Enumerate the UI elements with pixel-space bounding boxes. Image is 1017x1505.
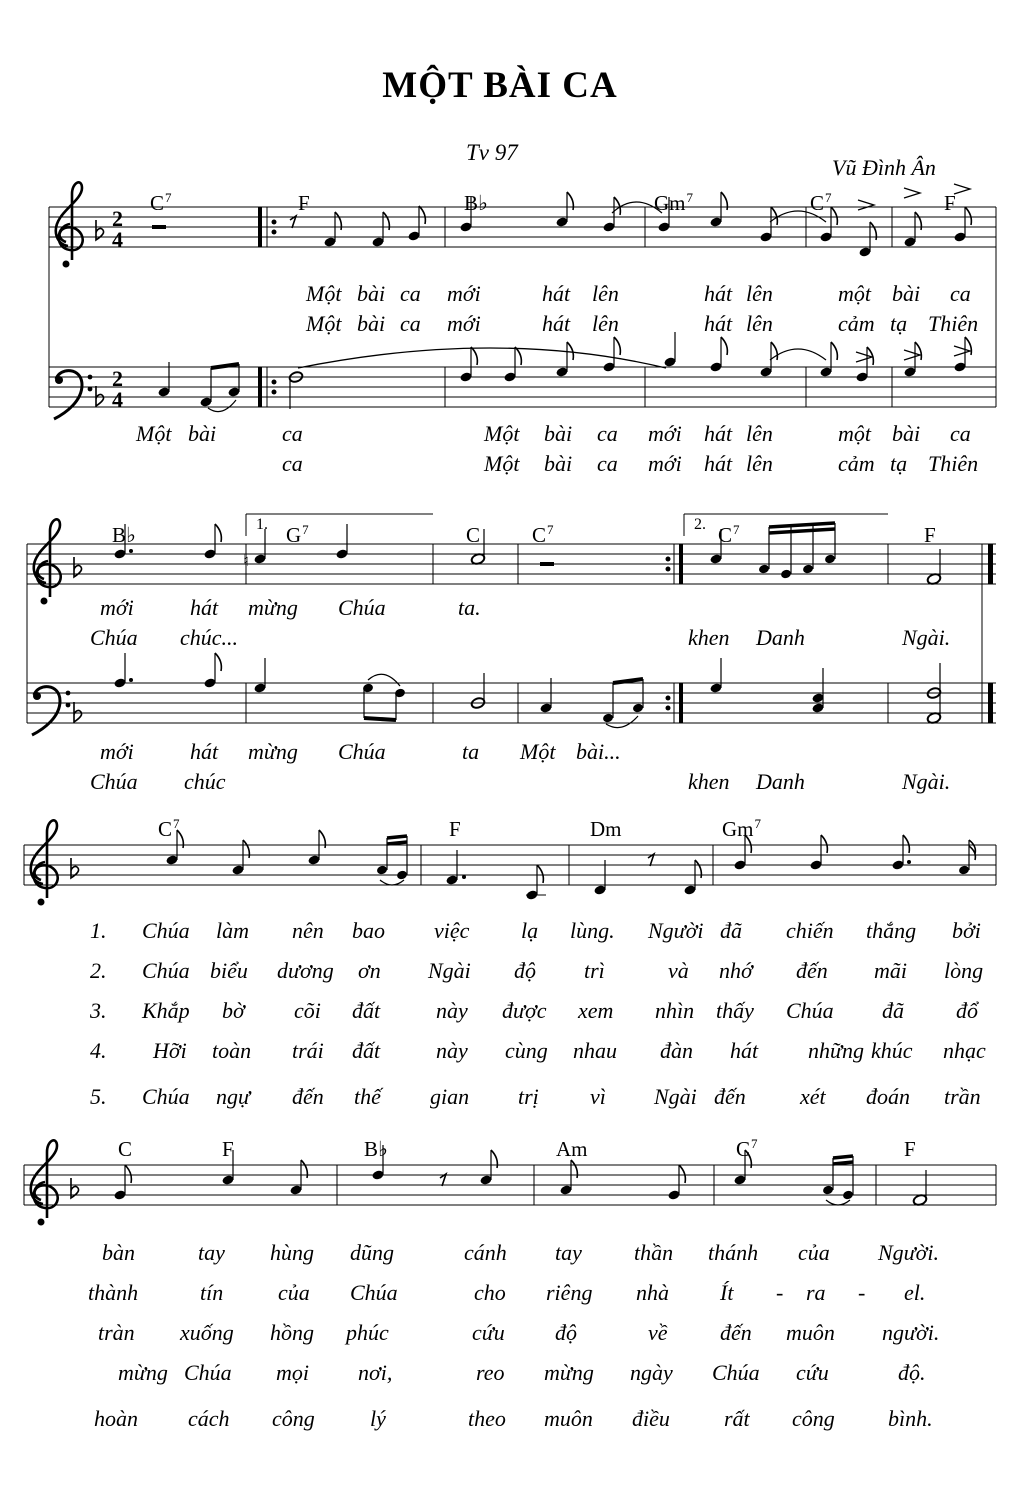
chord-symbol: F — [449, 817, 461, 841]
lyric-syllable: mừng — [248, 595, 298, 620]
lyric-syllable: lên — [592, 311, 619, 336]
lyric-syllable: cánh — [464, 1240, 507, 1265]
psalm-reference: Tv 97 — [466, 140, 518, 165]
lyric-syllable: đàn — [660, 1038, 693, 1063]
lyric-syllable: lên — [746, 311, 773, 336]
lyric-syllable: Chúa — [338, 595, 386, 620]
lyric-syllable: cách — [188, 1406, 230, 1431]
lyric-syllable: cảm — [838, 311, 875, 336]
lyric-syllable: đến — [292, 1084, 324, 1109]
lyric-syllable: bài — [892, 281, 921, 306]
lyric-syllable: độ — [555, 1320, 577, 1345]
lyric-syllable: lý — [370, 1406, 386, 1431]
chord-symbol: C — [118, 1137, 133, 1161]
system-2-treble-staff — [27, 514, 996, 723]
lyric-syllable: rất — [724, 1406, 750, 1431]
lyric-syllable: nhau — [573, 1038, 617, 1063]
lyric-syllable: công — [792, 1406, 835, 1431]
lyric-syllable: về — [648, 1320, 668, 1345]
lyric-syllable: việc — [434, 918, 470, 943]
lyric-syllable: xuống — [180, 1320, 234, 1345]
svg-text:2: 2 — [112, 366, 123, 391]
lyric-syllable: toàn — [212, 1038, 252, 1063]
lyric-syllable: đất — [352, 1038, 381, 1063]
lyric-syllable: lên — [592, 281, 619, 306]
chord-symbol: $C^7$ — [718, 522, 740, 547]
lyric-syllable: Ngài. — [902, 625, 951, 650]
verse-number: 2. — [90, 958, 107, 983]
lyric-syllable: xem — [578, 998, 614, 1023]
lyric-syllable: ca — [597, 451, 618, 476]
lyric-syllable: Chúa — [712, 1360, 760, 1385]
lyric-syllable: đến — [720, 1320, 752, 1345]
lyric-syllable: ca — [950, 421, 971, 446]
lyric-syllable: mới — [648, 421, 682, 446]
lyric-syllable: mừng — [544, 1360, 594, 1385]
lyric-syllable: và — [668, 958, 689, 983]
lyric-syllable: theo — [468, 1406, 506, 1431]
lyric-syllable: Một — [484, 421, 520, 446]
lyric-syllable: tạ — [890, 451, 908, 476]
verse-number: 5. — [90, 1084, 107, 1109]
lyric-syllable: lên — [746, 451, 773, 476]
lyric-syllable: ca — [950, 281, 971, 306]
lyric-syllable: ca — [597, 421, 618, 446]
lyric-syllable: mới — [447, 281, 481, 306]
lyric-syllable: Danh — [756, 625, 805, 650]
verse-number: 1. — [90, 918, 107, 943]
lyric-syllable: bài — [357, 311, 386, 336]
lyric-syllable: làm — [216, 918, 249, 943]
lyric-syllable: khúc — [871, 1038, 913, 1063]
lyric-syllable: cho — [474, 1280, 506, 1305]
lyric-syllable: bài — [892, 421, 921, 446]
lyric-syllable: Thiên — [928, 451, 979, 476]
lyric-syllable: mừng — [248, 739, 298, 764]
lyric-syllable: ngày — [630, 1360, 673, 1385]
lyric-syllable: el. — [904, 1280, 926, 1305]
chord-symbol: $C^7$ — [810, 190, 832, 215]
lyric-syllable: nhà — [636, 1280, 669, 1305]
lyric-syllable: hồng — [270, 1320, 314, 1345]
lyric-syllable: đến — [714, 1084, 746, 1109]
system-4-treble-staff — [24, 1140, 996, 1225]
lyric-syllable: bài — [544, 451, 573, 476]
verse-number: 3. — [90, 998, 107, 1023]
lyric-syllable: ta. — [458, 595, 481, 620]
lyric-syllable: những — [808, 1038, 864, 1063]
chord-symbol: C — [466, 523, 481, 547]
composer-name: Vũ Đình Ân — [832, 155, 936, 180]
lyric-syllable: Một — [136, 421, 172, 446]
chord-symbol: $C^7$ — [736, 1136, 758, 1161]
lyric-syllable: Chúa — [350, 1280, 398, 1305]
lyric-syllable: thắng — [866, 918, 917, 943]
lyric-syllable: gian — [430, 1084, 470, 1109]
lyric-syllable: cùng — [505, 1038, 548, 1063]
lyric-syllable: độ — [514, 958, 536, 983]
lyric-syllable: mới — [100, 595, 134, 620]
lyric-syllable: chúc... — [180, 625, 239, 650]
lyric-syllable: đổ — [956, 998, 978, 1023]
lyric-syllable: hát — [704, 311, 733, 336]
lyric-syllable: Chúa — [142, 1084, 190, 1109]
lyric-syllable: người. — [882, 1320, 940, 1345]
song-title: MỘT BÀI CA — [382, 65, 618, 106]
lyric-syllable: cứu — [472, 1320, 505, 1345]
lyric-syllable: ca — [282, 421, 303, 446]
lyric-syllable: Chúa — [90, 769, 138, 794]
lyric-syllable: Một — [520, 739, 556, 764]
lyric-syllable: Người. — [878, 1240, 940, 1265]
lyric-syllable: phúc — [346, 1320, 389, 1345]
lyric-syllable: hát — [704, 421, 733, 446]
chord-symbol: F — [944, 191, 956, 215]
lyric-syllable: Người — [648, 918, 704, 943]
lyric-syllable: nên — [292, 918, 324, 943]
chord-symbol: Gm$^7$ — [722, 816, 761, 841]
lyric-syllable: Ít — [720, 1280, 734, 1305]
lyric-syllable: bàn — [102, 1240, 135, 1265]
chord-symbol: B♭ — [112, 523, 136, 547]
lyric-syllable: Khắp — [142, 998, 190, 1023]
lyric-syllable: tay — [555, 1240, 582, 1265]
chord-symbol: F — [298, 191, 310, 215]
lyric-syllable: mới — [648, 451, 682, 476]
lyric-syllable: được — [502, 998, 547, 1023]
lyric-syllable: của — [278, 1280, 310, 1305]
lyric-syllable: đến — [796, 958, 828, 983]
lyric-syllable: Thiên — [928, 311, 979, 336]
lyric-syllable: hát — [542, 311, 571, 336]
lyric-syllable: ra — [806, 1280, 826, 1305]
lyric-syllable: - — [858, 1280, 866, 1305]
chord-symbol: $C^7$ — [158, 816, 180, 841]
lyric-syllable: bởi — [952, 918, 981, 943]
lyric-syllable: ca — [400, 311, 421, 336]
lyric-syllable: công — [272, 1406, 315, 1431]
chord-symbol: Am — [556, 1137, 588, 1161]
lyric-syllable: Một — [484, 451, 520, 476]
lyric-syllable: trái — [292, 1038, 324, 1063]
svg-text:4: 4 — [112, 227, 123, 252]
lyric-syllable: bình. — [888, 1406, 933, 1431]
lyric-syllable: mới — [100, 739, 134, 764]
lyric-syllable: bài — [544, 421, 573, 446]
lyric-syllable: Chúa — [90, 625, 138, 650]
lyric-syllable: này — [436, 998, 468, 1023]
lyric-syllable: chúc — [184, 769, 226, 794]
lyric-syllable: Chúa — [142, 918, 190, 943]
lyric-syllable: mọi — [276, 1360, 309, 1385]
chord-symbol: $G^7$ — [286, 522, 309, 547]
lyric-syllable: trị — [518, 1084, 539, 1109]
chord-symbol: F — [904, 1137, 916, 1161]
chord-symbol: Gm$^7$ — [654, 190, 693, 215]
volta-ending-2: 2. — [694, 516, 706, 533]
lyric-syllable: Chúa — [338, 739, 386, 764]
lyric-syllable: hát — [542, 281, 571, 306]
lyric-syllable: lạ — [521, 918, 539, 943]
lyric-syllable: hát — [190, 739, 219, 764]
lyric-syllable: hoàn — [94, 1406, 138, 1431]
lyric-syllable: của — [798, 1240, 830, 1265]
lyric-syllable: tạ — [890, 311, 908, 336]
lyric-syllable: ca — [282, 451, 303, 476]
lyric-syllable: thần — [634, 1240, 674, 1265]
lyric-syllable: khen — [688, 625, 730, 650]
lyric-syllable: trì — [584, 958, 605, 983]
lyric-syllable: vì — [590, 1084, 606, 1109]
lyric-syllable: Hỡi — [153, 1038, 187, 1063]
lyric-syllable: đất — [352, 998, 381, 1023]
lyric-syllable: reo — [476, 1360, 505, 1385]
lyric-syllable: xét — [800, 1084, 826, 1109]
lyric-syllable: Ngài — [428, 958, 471, 983]
lyric-syllable: thành — [88, 1280, 139, 1305]
lyric-syllable: cứu — [796, 1360, 829, 1385]
lyric-syllable: chiến — [786, 918, 834, 943]
chord-symbol: $C^7$ — [532, 522, 554, 547]
lyric-syllable: riêng — [546, 1280, 593, 1305]
lyric-syllable: nơi, — [358, 1360, 393, 1385]
lyric-syllable: thế — [354, 1084, 381, 1109]
lyric-syllable: khen — [688, 769, 730, 794]
lyric-syllable: bao — [352, 918, 385, 943]
lyric-syllable: đoán — [866, 1084, 910, 1109]
chord-symbol: Dm — [590, 817, 622, 841]
lyric-syllable: Danh — [756, 769, 805, 794]
lyric-syllable: nhớ — [719, 958, 753, 983]
lyric-syllable: đã — [882, 998, 904, 1023]
lyric-syllable: hát — [704, 281, 733, 306]
svg-text:2: 2 — [112, 206, 123, 231]
lyric-syllable: lùng. — [570, 918, 615, 943]
lyric-syllable: này — [436, 1038, 468, 1063]
lyric-syllable: mới — [447, 311, 481, 336]
chord-symbol: F — [222, 1137, 234, 1161]
lyric-syllable: bài... — [576, 739, 621, 764]
lyric-syllable: bài — [188, 421, 217, 446]
lyric-syllable: Một — [306, 281, 342, 306]
lyric-syllable: cõi — [294, 998, 321, 1023]
lyric-syllable: Một — [306, 311, 342, 336]
lyric-syllable: dương — [277, 958, 334, 983]
lyric-syllable: ơn — [358, 958, 381, 983]
lyric-syllable: Chúa — [184, 1360, 232, 1385]
lyric-syllable: nhìn — [655, 998, 695, 1023]
lyric-syllable: biểu — [210, 958, 248, 983]
lyric-syllable: Ngài — [654, 1084, 697, 1109]
lyric-syllable: tay — [198, 1240, 225, 1265]
lyric-syllable: một — [838, 421, 871, 446]
lyric-syllable: cảm — [838, 451, 875, 476]
lyric-syllable: muôn — [786, 1320, 835, 1345]
lyric-syllable: lòng — [944, 958, 984, 983]
lyric-syllable: Chúa — [142, 958, 190, 983]
lyric-syllable: tín — [200, 1280, 224, 1305]
lyric-syllable: thánh — [708, 1240, 759, 1265]
lyric-syllable: đã — [720, 918, 742, 943]
lyric-syllable: tràn — [98, 1320, 135, 1345]
lyric-syllable: hát — [730, 1038, 759, 1063]
lyric-syllable: độ. — [898, 1360, 926, 1385]
svg-text:4: 4 — [112, 387, 123, 412]
lyric-syllable: nhạc — [943, 1038, 986, 1063]
lyric-syllable: điều — [632, 1406, 670, 1431]
chord-symbol: F — [924, 523, 936, 547]
lyric-syllable: trần — [944, 1084, 981, 1109]
lyric-syllable: hùng — [270, 1240, 314, 1265]
verse-number: 4. — [90, 1038, 107, 1063]
lyric-syllable: ca — [400, 281, 421, 306]
lyric-syllable: Chúa — [786, 998, 834, 1023]
lyric-syllable: mừng — [118, 1360, 168, 1385]
lyric-syllable: thấy — [716, 998, 754, 1023]
lyric-syllable: bài — [357, 281, 386, 306]
lyric-syllable: mãi — [874, 958, 907, 983]
lyric-syllable: dũng — [350, 1240, 394, 1265]
chord-symbol: $C^7$ — [150, 190, 172, 215]
lyric-syllable: một — [838, 281, 871, 306]
lyric-syllable: muôn — [544, 1406, 593, 1431]
lyric-syllable: ta — [462, 739, 480, 764]
lyric-syllable: hát — [190, 595, 219, 620]
svg-text:♮: ♮ — [243, 551, 249, 570]
lyric-syllable: hát — [704, 451, 733, 476]
lyric-syllable: lên — [746, 281, 773, 306]
system-2-bass-staff — [27, 544, 996, 735]
chord-symbol: B♭ — [364, 1137, 388, 1161]
lyric-syllable: lên — [746, 421, 773, 446]
lyric-syllable: Ngài. — [902, 769, 951, 794]
lyric-syllable: - — [776, 1280, 784, 1305]
chord-symbol: B♭ — [464, 191, 488, 215]
volta-ending-1: 1. — [256, 516, 268, 533]
lyric-syllable: bờ — [222, 998, 245, 1023]
lyric-syllable: ngự — [216, 1084, 250, 1109]
